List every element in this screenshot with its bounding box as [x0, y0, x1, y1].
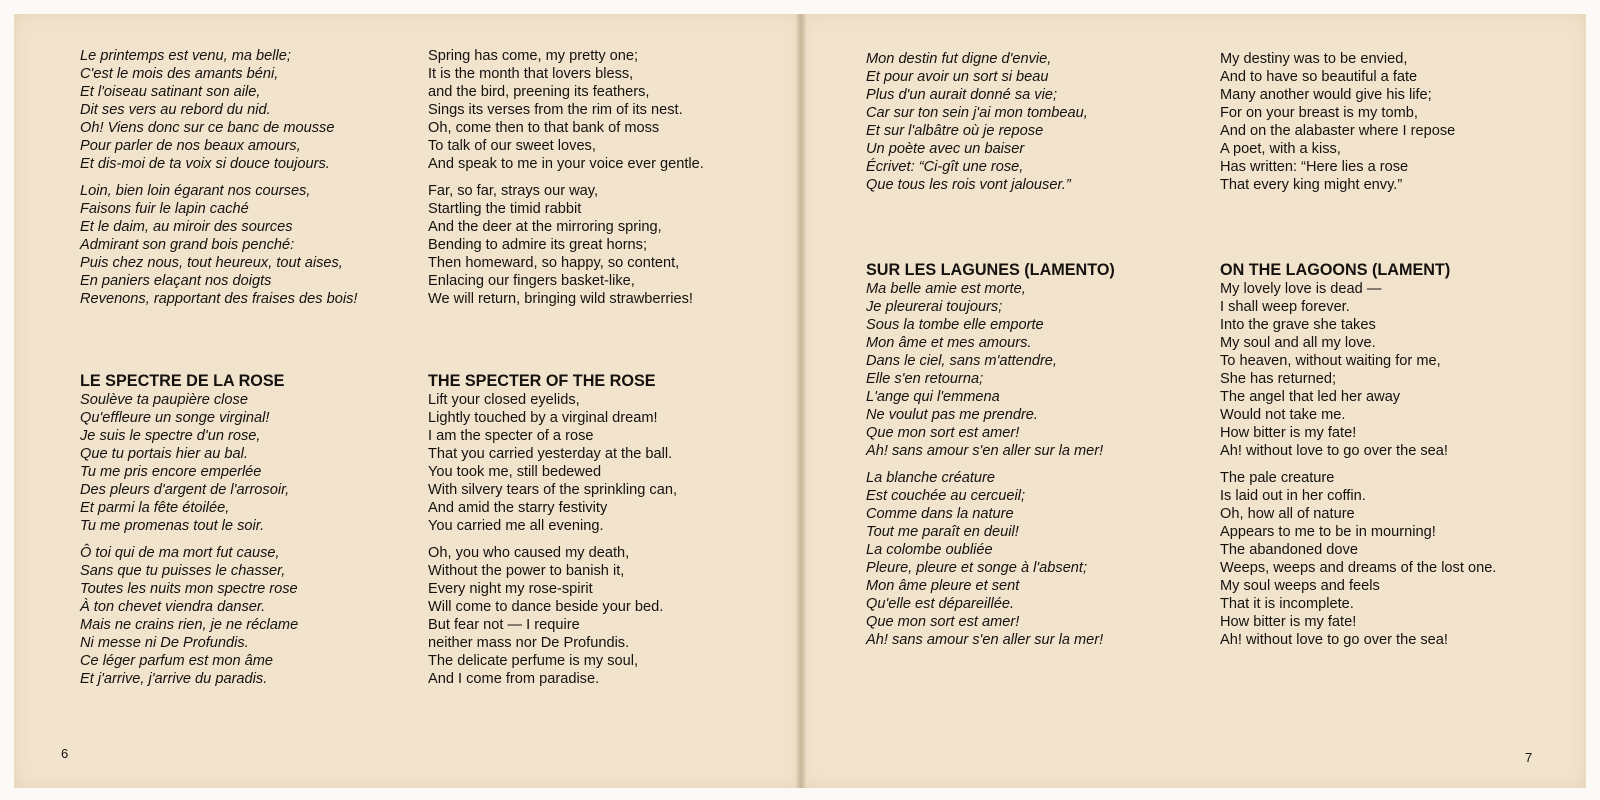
verse-line: À ton chevet viendra danser.	[80, 599, 266, 615]
verse-line: Ce léger parfum est mon âme	[80, 653, 274, 669]
stanza	[428, 47, 704, 173]
verse-line: We will return, bringing wild strawberries!	[428, 291, 693, 307]
verse-line: Lightly touched by a virginal dream!	[428, 410, 658, 426]
verse-line: And the deer at the mirroring spring,	[428, 219, 662, 235]
verse-line: Revenons, rapportant des fraises des bois!	[80, 291, 358, 307]
verse-line: Des pleurs d'argent de l'arrosoir,	[80, 482, 290, 498]
verse-line: And I come from paradise.	[428, 671, 600, 687]
stanza	[428, 182, 704, 308]
verse-line: And on the alabaster where I repose	[1220, 123, 1456, 139]
verse-line: For on your breast is my tomb,	[1220, 105, 1418, 121]
verse-line: Tu me pris encore emperlée	[80, 464, 262, 480]
verse-line: The abandoned dove	[1220, 542, 1358, 558]
verse-line: Admirant son grand bois penché:	[80, 237, 295, 253]
verse-line: Oh, you who caused my death,	[428, 545, 630, 561]
verse-line: Toutes les nuits mon spectre rose	[80, 581, 298, 597]
lagoons-french-body	[866, 280, 1115, 649]
verse-line: Bending to admire its great horns;	[428, 237, 648, 253]
verse-line: Will come to dance beside your bed.	[428, 599, 664, 615]
verse-line: But fear not — I require	[428, 617, 580, 633]
verse-line: Mon destin fut digne d'envie,	[866, 51, 1052, 67]
verse-line: Est couchée au cercueil;	[866, 488, 1025, 504]
verse-line: Lift your closed eyelids,	[428, 392, 580, 408]
verse-line: That you carried yesterday at the ball.	[428, 446, 673, 462]
verse-line: L'ange qui l'emmena	[866, 389, 1000, 405]
verse-line: C'est le mois des amants béni,	[80, 66, 279, 82]
verse-line: The delicate perfume is my soul,	[428, 653, 639, 669]
stanza	[428, 544, 677, 688]
verse-line: Would not take me.	[1220, 407, 1346, 423]
poem2-french-body	[80, 391, 298, 688]
verse-line: neither mass nor De Profundis.	[428, 635, 630, 651]
verse-line: That every king might envy.”	[1220, 177, 1403, 193]
poem-title-english: THE SPECTER OF THE ROSE	[428, 372, 656, 390]
poem2-english-column	[428, 371, 677, 697]
verse-line: She has returned;	[1220, 371, 1337, 387]
verse-line: Mon âme pleure et sent	[866, 578, 1020, 594]
verse-line: Enlacing our fingers basket-like,	[428, 273, 635, 289]
verse-line: And speak to me in your voice ever gentle.	[428, 156, 704, 172]
verse-line: Then homeward, so happy, so content,	[428, 255, 680, 271]
verse-line: Ah! without love to go over the sea!	[1220, 632, 1448, 648]
verse-line: Qu'effleure un songe virginal!	[80, 410, 270, 426]
verse-line: La colombe oubliée	[866, 542, 993, 558]
poem2-english-body	[428, 391, 677, 688]
verse-line: Ah! sans amour s'en aller sur la mer!	[866, 632, 1104, 648]
verse-line: Far, so far, strays our way,	[428, 183, 599, 199]
stanza	[866, 469, 1115, 649]
verse-line: Many another would give his life;	[1220, 87, 1432, 103]
verse-line: Que mon sort est amer!	[866, 425, 1020, 441]
verse-line: Faisons fuir le lapin caché	[80, 201, 249, 217]
verse-line: Pleure, pleure et songe à l'absent;	[866, 560, 1088, 576]
verse-line: Startling the timid rabbit	[428, 201, 582, 217]
verse-line: Ah! sans amour s'en aller sur la mer!	[866, 443, 1104, 459]
verse-line: The angel that led her away	[1220, 389, 1401, 405]
verse-line: Dit ses vers au rebord du nid.	[80, 102, 271, 118]
verse-line: Et l'oiseau satinant son aile,	[80, 84, 261, 100]
verse-line: Et dis-moi de ta voix si douce toujours.	[80, 156, 330, 172]
verse-line: Has written: “Here lies a rose	[1220, 159, 1409, 175]
stanza	[866, 280, 1115, 460]
verse-line: You took me, still bedewed	[428, 464, 602, 480]
verse-line: Spring has come, my pretty one;	[428, 48, 639, 64]
verse-line: And to have so beautiful a fate	[1220, 69, 1418, 85]
verse-line: Plus d'un aurait donné sa vie;	[866, 87, 1058, 103]
stanza	[1220, 280, 1496, 460]
verse-line: Weeps, weeps and dreams of the lost one.	[1220, 560, 1497, 576]
verse-line: My destiny was to be envied,	[1220, 51, 1408, 67]
verse-line: Soulève ta paupière close	[80, 392, 248, 408]
verse-line: Elle s'en retourna;	[866, 371, 984, 387]
verse-line: Ah! without love to go over the sea!	[1220, 443, 1448, 459]
page-number-right: 7	[1525, 750, 1533, 765]
verse-line: Sous la tombe elle emporte	[866, 317, 1044, 333]
verse-line: Que mon sort est amer!	[866, 614, 1020, 630]
stanza	[80, 47, 357, 173]
verse-line: Loin, bien loin égarant nos courses,	[80, 183, 311, 199]
verse-line: Puis chez nous, tout heureux, tout aises,	[80, 255, 343, 271]
verse-line: Mon âme et mes amours.	[866, 335, 1032, 351]
verse-line: Comme dans la nature	[866, 506, 1014, 522]
rose-end-english-column	[1220, 50, 1455, 194]
stanza	[80, 182, 357, 308]
book-gutter	[796, 14, 806, 788]
verse-line: Le printemps est venu, ma belle;	[80, 48, 291, 64]
verse-line: Tu me promenas tout le soir.	[80, 518, 265, 534]
stanza	[1220, 469, 1496, 649]
verse-line: Tout me paraît en deuil!	[866, 524, 1019, 540]
verse-line: How bitter is my fate!	[1220, 614, 1357, 630]
verse-line: Et le daim, au miroir des sources	[80, 219, 293, 235]
poem-title-french: SUR LES LAGUNES (LAMENTO)	[866, 261, 1115, 279]
verse-line: Ô toi qui de ma mort fut cause,	[80, 545, 280, 561]
verse-line: Oh! Viens donc sur ce banc de mousse	[80, 120, 335, 136]
verse-line: Je suis le spectre d'un rose,	[80, 428, 261, 444]
verse-line: Every night my rose-spirit	[428, 581, 593, 597]
verse-line: My soul and all my love.	[1220, 335, 1376, 351]
poem-title-french: LE SPECTRE DE LA ROSE	[80, 372, 285, 390]
verse-line: and the bird, preening its feathers,	[428, 84, 650, 100]
verse-line: With silvery tears of the sprinkling can,	[428, 482, 677, 498]
verse-line: My soul weeps and feels	[1220, 578, 1380, 594]
rose-end-french-column	[866, 50, 1088, 194]
verse-line: En paniers elaçant nos doigts	[80, 273, 272, 289]
verse-line: Un poète avec un baiser	[866, 141, 1025, 157]
verse-line: Ma belle amie est morte,	[866, 281, 1026, 297]
verse-line: Et j'arrive, j'arrive du paradis.	[80, 671, 268, 687]
stanza	[80, 391, 298, 535]
verse-line: And amid the starry festivity	[428, 500, 608, 516]
verse-line: I am the specter of a rose	[428, 428, 594, 444]
verse-line: Dans le ciel, sans m'attendre,	[866, 353, 1057, 369]
page-number-left: 6	[61, 746, 69, 761]
stanza	[428, 391, 677, 535]
verse-line: A poet, with a kiss,	[1220, 141, 1341, 157]
verse-line: That it is incomplete.	[1220, 596, 1354, 612]
verse-line: Pour parler de nos beaux amours,	[80, 138, 301, 154]
verse-line: I shall weep forever.	[1220, 299, 1350, 315]
verse-line: Into the grave she takes	[1220, 317, 1376, 333]
verse-line: Et sur l'albâtre où je repose	[866, 123, 1044, 139]
verse-line: Mais ne crains rien, je ne réclame	[80, 617, 299, 633]
verse-line: Et pour avoir un sort si beau	[866, 69, 1049, 85]
verse-line: Appears to me to be in mourning!	[1220, 524, 1436, 540]
poem2-french-column	[80, 371, 298, 697]
verse-line: Ne voulut pas me prendre.	[866, 407, 1038, 423]
verse-line: To talk of our sweet loves,	[428, 138, 596, 154]
poem1-french-column	[80, 47, 357, 317]
verse-line: The pale creature	[1220, 470, 1335, 486]
stanza	[80, 544, 298, 688]
lagoons-french-column	[866, 260, 1115, 658]
verse-line: Écrivet: “Ci-gît une rose,	[866, 159, 1024, 175]
verse-line: Sans que tu puisses le chasser,	[80, 563, 286, 579]
poem-title-english: ON THE LAGOONS (LAMENT)	[1220, 261, 1451, 279]
verse-line: Que tu portais hier au bal.	[80, 446, 248, 462]
verse-line: Je pleurerai toujours;	[866, 299, 1003, 315]
verse-line: Qu'elle est dépareillée.	[866, 596, 1015, 612]
verse-line: It is the month that lovers bless,	[428, 66, 634, 82]
poem1-english-column	[428, 47, 704, 317]
lagoons-english-body	[1220, 280, 1496, 649]
verse-line: Sings its verses from the rim of its nest.	[428, 102, 683, 118]
verse-line: Without the power to banish it,	[428, 563, 625, 579]
verse-line: You carried me all evening.	[428, 518, 604, 534]
verse-line: La blanche créature	[866, 470, 995, 486]
verse-line: Ni messe ni De Profundis.	[80, 635, 249, 651]
verse-line: Oh, how all of nature	[1220, 506, 1355, 522]
lagoons-english-column	[1220, 260, 1496, 658]
verse-line: Que tous les rois vont jalouser.”	[866, 177, 1071, 193]
verse-line: To heaven, without waiting for me,	[1220, 353, 1441, 369]
verse-line: Oh, come then to that bank of moss	[428, 120, 660, 136]
verse-line: Is laid out in her coffin.	[1220, 488, 1366, 504]
verse-line: How bitter is my fate!	[1220, 425, 1357, 441]
verse-line: My lovely love is dead —	[1220, 281, 1382, 297]
verse-line: Car sur ton sein j'ai mon tombeau,	[866, 105, 1088, 121]
verse-line: Et parmi la fête étoilée,	[80, 500, 230, 516]
